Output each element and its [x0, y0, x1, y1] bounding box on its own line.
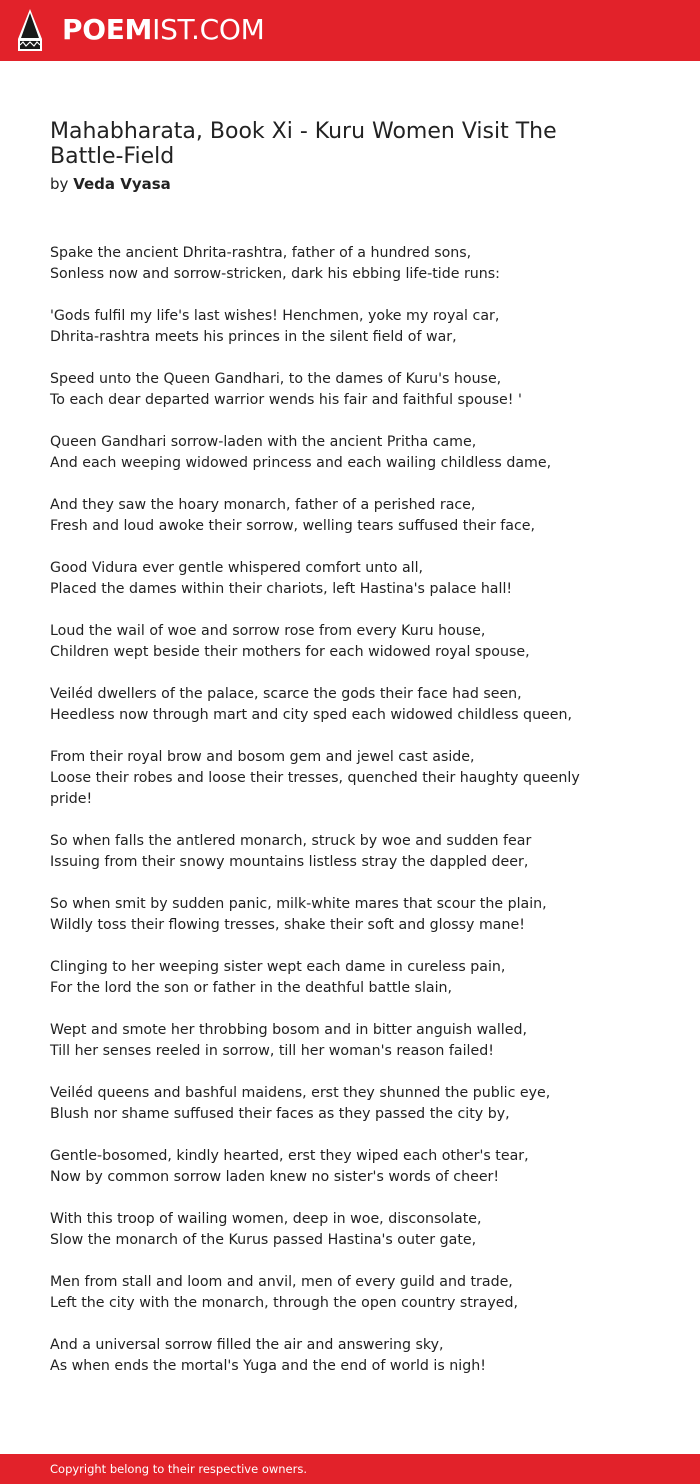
poem-line: So when smit by sudden panic, milk-white mares that scour the plain, [50, 896, 547, 912]
stanza [50, 621, 610, 663]
poem-line: Queen Gandhari sorrow-laden with the ancient Pritha came, [50, 434, 477, 450]
poem-line: Fresh and loud awoke their sorrow, welling tears suffused their face, [50, 518, 536, 534]
poem-line: Sonless now and sorrow-stricken, dark his ebbing life-tide runs: [50, 266, 500, 282]
poem-line: With this troop of wailing women, deep in woe, disconsolate, [50, 1211, 482, 1227]
poem-line: And they saw the hoary monarch, father of a perished race, [50, 497, 476, 513]
stanza [50, 957, 610, 999]
logo-light-text: IST.COM [152, 13, 265, 46]
poem-line: For the lord the son or father in the deathful battle slain, [50, 980, 453, 996]
poem-line: Veiléd dwellers of the palace, scarce the gods their face had seen, [50, 686, 522, 702]
poem-line: Gentle-bosomed, kindly hearted, erst they wiped each other's tear, [50, 1148, 529, 1164]
pencil-logo-icon[interactable] [18, 9, 42, 51]
poem-line: Wildly toss their flowing tresses, shake their soft and glossy mane! [50, 917, 525, 933]
poem-line: Issuing from their snowy mountains listless stray the dappled deer, [50, 854, 529, 870]
poem-line: Spake the ancient Dhrita-rashtra, father of a hundred sons, [50, 245, 472, 261]
stanza [50, 432, 610, 474]
poem-line: And a universal sorrow filled the air and answering sky, [50, 1337, 444, 1353]
poem-line: Till her senses reeled in sorrow, till her woman's reason failed! [50, 1043, 494, 1059]
poem-line: Dhrita-rashtra meets his princes in the silent field of war, [50, 329, 457, 345]
poem-line: Placed the dames within their chariots, left Hastina's palace hall! [50, 581, 513, 597]
poem-line: Left the city with the monarch, through the open country strayed, [50, 1295, 518, 1311]
poem-line: Loud the wail of woe and sorrow rose from every Kuru house, [50, 623, 486, 639]
stanza [50, 1146, 610, 1188]
site-header [0, 0, 700, 61]
poem-line: Speed unto the Queen Gandhari, to the dames of Kuru's house, [50, 371, 502, 387]
stanza [50, 1272, 610, 1314]
stanza [50, 1209, 610, 1251]
stanza [50, 1083, 610, 1125]
poem-line: Heedless now through mart and city sped each widowed childless queen, [50, 707, 573, 723]
poem-line: Slow the monarch of the Kurus passed Hastina's outer gate, [50, 1232, 477, 1248]
stanza [50, 243, 610, 285]
poem-line: Veiléd queens and bashful maidens, erst they shunned the public eye, [50, 1085, 551, 1101]
stanza [50, 1335, 610, 1377]
stanza [50, 558, 610, 600]
logo-bold-text: POEM [62, 13, 153, 46]
poem-line: To each dear departed warrior wends his fair and faithful spouse! ' [50, 392, 522, 408]
poem-line: From their royal brow and bosom gem and jewel cast aside, [50, 749, 475, 765]
poem-line: Loose their robes and loose their tresses, quenched their haughty queenly pride! [50, 770, 580, 807]
poem-line: Children wept beside their mothers for each widowed royal spouse, [50, 644, 530, 660]
by-label: by [50, 175, 69, 193]
site-logo[interactable] [62, 12, 265, 48]
stanza [50, 684, 610, 726]
stanza [50, 747, 610, 810]
poem-line: 'Gods fulfil my life's last wishes! Henchmen, yoke my royal car, [50, 308, 500, 324]
copyright-text: Copyright belong to their respective owners. [50, 1462, 308, 1476]
stanza [50, 495, 610, 537]
poem-line: As when ends the mortal's Yuga and the end of world is nigh! [50, 1358, 486, 1374]
poem-line: Blush nor shame suffused their faces as they passed the city by, [50, 1106, 510, 1122]
stanza [50, 306, 610, 348]
stanza [50, 894, 610, 936]
poem-line: Men from stall and loom and anvil, men of every guild and trade, [50, 1274, 513, 1290]
poem-line: Wept and smote her throbbing bosom and in bitter anguish walled, [50, 1022, 527, 1038]
poem-line: So when falls the antlered monarch, struck by woe and sudden fear [50, 833, 532, 849]
stanza [50, 369, 610, 411]
poem-line: Now by common sorrow laden knew no sister's words of cheer! [50, 1169, 500, 1185]
poem-line: Good Vidura ever gentle whispered comfort unto all, [50, 560, 424, 576]
author-name: Veda Vyasa [73, 175, 171, 193]
poem-line: Clinging to her weeping sister wept each dame in cureless pain, [50, 959, 506, 975]
stanza [50, 831, 610, 873]
byline [50, 174, 171, 194]
poem-title: Mahabharata, Book Xi - Kuru Women Visit The Battle-Field [50, 119, 557, 169]
stanza [50, 1020, 610, 1062]
poem-line: And each weeping widowed princess and each wailing childless dame, [50, 455, 552, 471]
poem-body [50, 243, 610, 1398]
site-footer [0, 1454, 700, 1484]
